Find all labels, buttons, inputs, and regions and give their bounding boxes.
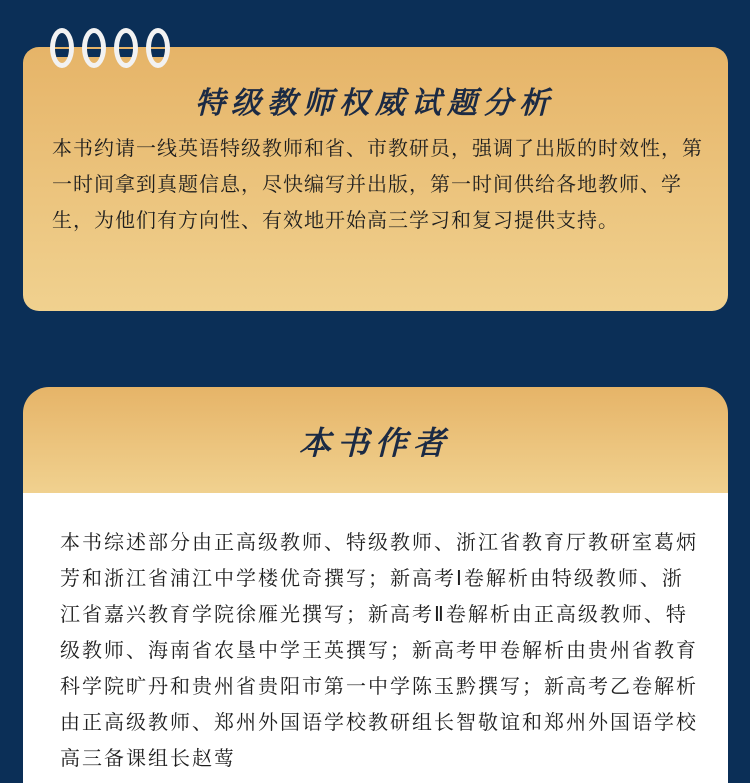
binder-ring-icon (146, 28, 170, 68)
binder-ring-icon (114, 28, 138, 68)
intro-card-body: 本书约请一线英语特级教师和省、市教研员，强调了出版的时效性，第一时间拿到真题信息，尽快编写并出版，第一时间供给各地教师、学生，为他们有方向性、有效地开始高三学习和复习提供支持。 (52, 136, 703, 232)
binder-ring-icon (82, 28, 106, 68)
binder-ring-icon (50, 28, 74, 68)
binder-rings (50, 28, 180, 74)
authors-card-text: 本书综述部分由正高级教师、特级教师、浙江省教育厅教研室葛炳芳和浙江省浦江中学楼优奇撰写；新高考Ⅰ卷解析由特级教师、浙江省嘉兴教育学院徐雁光撰写；新高考Ⅱ卷解析由正高级教师、特级教师、海南省农垦中学王英撰写；新高考甲卷解析由贵州省教育科学院旷丹和贵州省贵阳市第一中学陈玉黔撰写；新高考乙卷解析由正高级教师、郑州外国语学校教研组长智敬谊和郑州外国语学校高三备课组长赵莺 (60, 530, 698, 770)
intro-card-title: 特级教师权威试题分析 (195, 86, 555, 121)
authors-card-title: 本书作者 (298, 424, 451, 462)
